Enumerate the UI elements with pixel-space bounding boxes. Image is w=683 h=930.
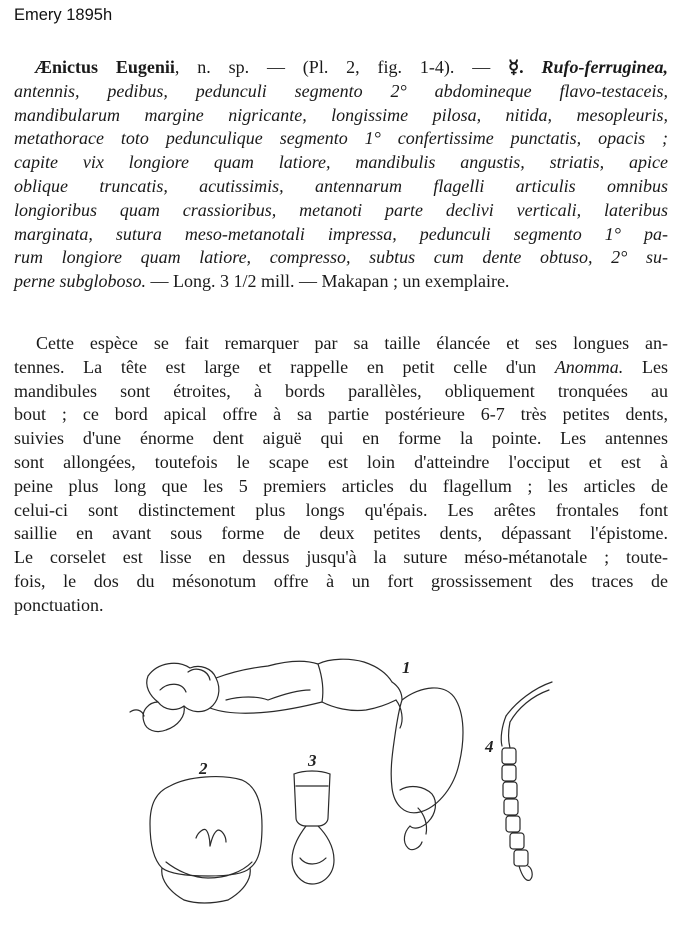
discussion-line: bout ; ce bord apical offre à sa partie postérieure 6-7 très petites dents, [14, 404, 668, 425]
discussion-line-text: Les [623, 356, 668, 377]
figure-4-number: 4 [485, 737, 494, 756]
genus-reference: Anomma. [554, 356, 624, 377]
discussion-line: mandibules sont étroites, à bords parallèles, obliquement tronquées au [14, 380, 668, 401]
taxon-name: Ænictus Eugenii [34, 57, 175, 77]
description-line-text: Rufo-ferruginea, [523, 57, 669, 77]
description-line: rum longiore quam latiore, compresso, subtus cum dente obtuso, 2° su- [14, 247, 668, 268]
discussion-line: suivies d'une énorme dent aiguë qui en forme la pointe. Les antennes [14, 428, 668, 449]
figure-4-antenna-view [484, 682, 552, 880]
description-line-text: perne subgloboso. [14, 271, 146, 292]
description-line: marginata, sutura meso-metanotali impressa, pedunculi segmento 1° pa- [14, 223, 668, 244]
figure-2-number: 2 [199, 759, 208, 778]
description-line: mandibularum margine nigricante, longissime pilosa, nitida, mesopleuris, [14, 104, 668, 125]
worker-symbol: ☿. [508, 57, 524, 77]
discussion-line: Le corselet est lisse en dessus jusqu'à la suture méso-métanotale ; toute- [14, 547, 668, 568]
discussion-line: peine plus long que les 5 premiers articles du flagellum ; les articles de [14, 475, 668, 496]
status-note: , n. sp. — (Pl. 2, fig. 1-4). — [174, 57, 509, 77]
measurement-locality: — Long. 3 1/2 mill. — Makapan ; un exemplaire. [146, 271, 510, 292]
description-line: antennis, pedibus, pedunculi segmento 2° abdomineque flavo-testaceis, [14, 80, 668, 101]
discussion-line-text: tennes. La tête est large et rappelle en petit celle d'un [14, 356, 537, 377]
discussion-line: ponctuation. [14, 594, 104, 615]
discussion-line: fois, le dos du mésonotum offre à un fort grossissement des traces de [14, 570, 668, 591]
figure-2-head-view [150, 759, 262, 903]
discussion-line: saillie en avant sous forme de deux petites dents, dépassant l'épistome. [14, 523, 668, 544]
discussion-line: celui-ci sont distinctement plus longs qu'épais. Les arêtes frontales font [14, 499, 668, 520]
description-line: capite vix longiore quam latiore, mandibulis angustis, striatis, apice [14, 152, 668, 173]
figure-1-number: 1 [402, 658, 411, 677]
description-line: longioribus quam crassioribus, metanoti parte declivi verticali, lateribus [14, 199, 668, 220]
description-line: metathorace toto pedunculique segmento 1° confertissime punctatis, opacis ; [14, 128, 668, 149]
description-line: oblique truncatis, acutissimis, antennarum flagelli articulis omnibus [14, 175, 668, 196]
discussion-line: Cette espèce se fait remarquer par sa taille élancée et ses longues an- [36, 333, 668, 353]
discussion-line: sont allongées, toutefois le scape est loin d'atteindre l'occiput et est à [14, 451, 668, 472]
citation-label: Emery 1895h [14, 6, 113, 24]
figure-3-petiole-view [292, 751, 334, 884]
figure-3-number: 3 [308, 751, 317, 770]
